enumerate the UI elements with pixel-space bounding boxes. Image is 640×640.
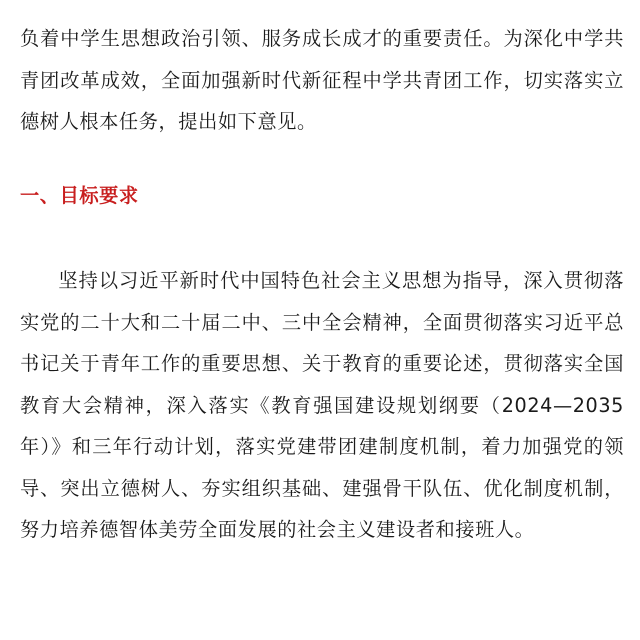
- body-paragraph: 坚持以习近平新时代中国特色社会主义思想为指导，深入贯彻落实党的二十大和二十届二中、三中全会精神，全面贯彻落实习近平总书记关于青年工作的重要思想、关于教育的重要论述，贯彻落实全国教育大会精神，深入落实《教育强国建设规划纲要（2024—2035 年）》和三年行动计划，落实党建带团建制度机制，着力加强党的领导、突出立德树人、夯实组织基础、建强骨干队伍、优化制度机制，努力培养德智体美劳全面发展的社会主义建设者和接班人。: [20, 269, 624, 541]
- section-heading: 一、目标要求: [20, 183, 139, 207]
- intro-paragraph: 负着中学生思想政治引领、服务成长成才的重要责任。为深化中学共青团改革成效，全面加强新时代新征程中学共青团工作，切实落实立德树人根本任务，提出如下意见。: [20, 27, 624, 133]
- article-content: [20, 0, 624, 551]
